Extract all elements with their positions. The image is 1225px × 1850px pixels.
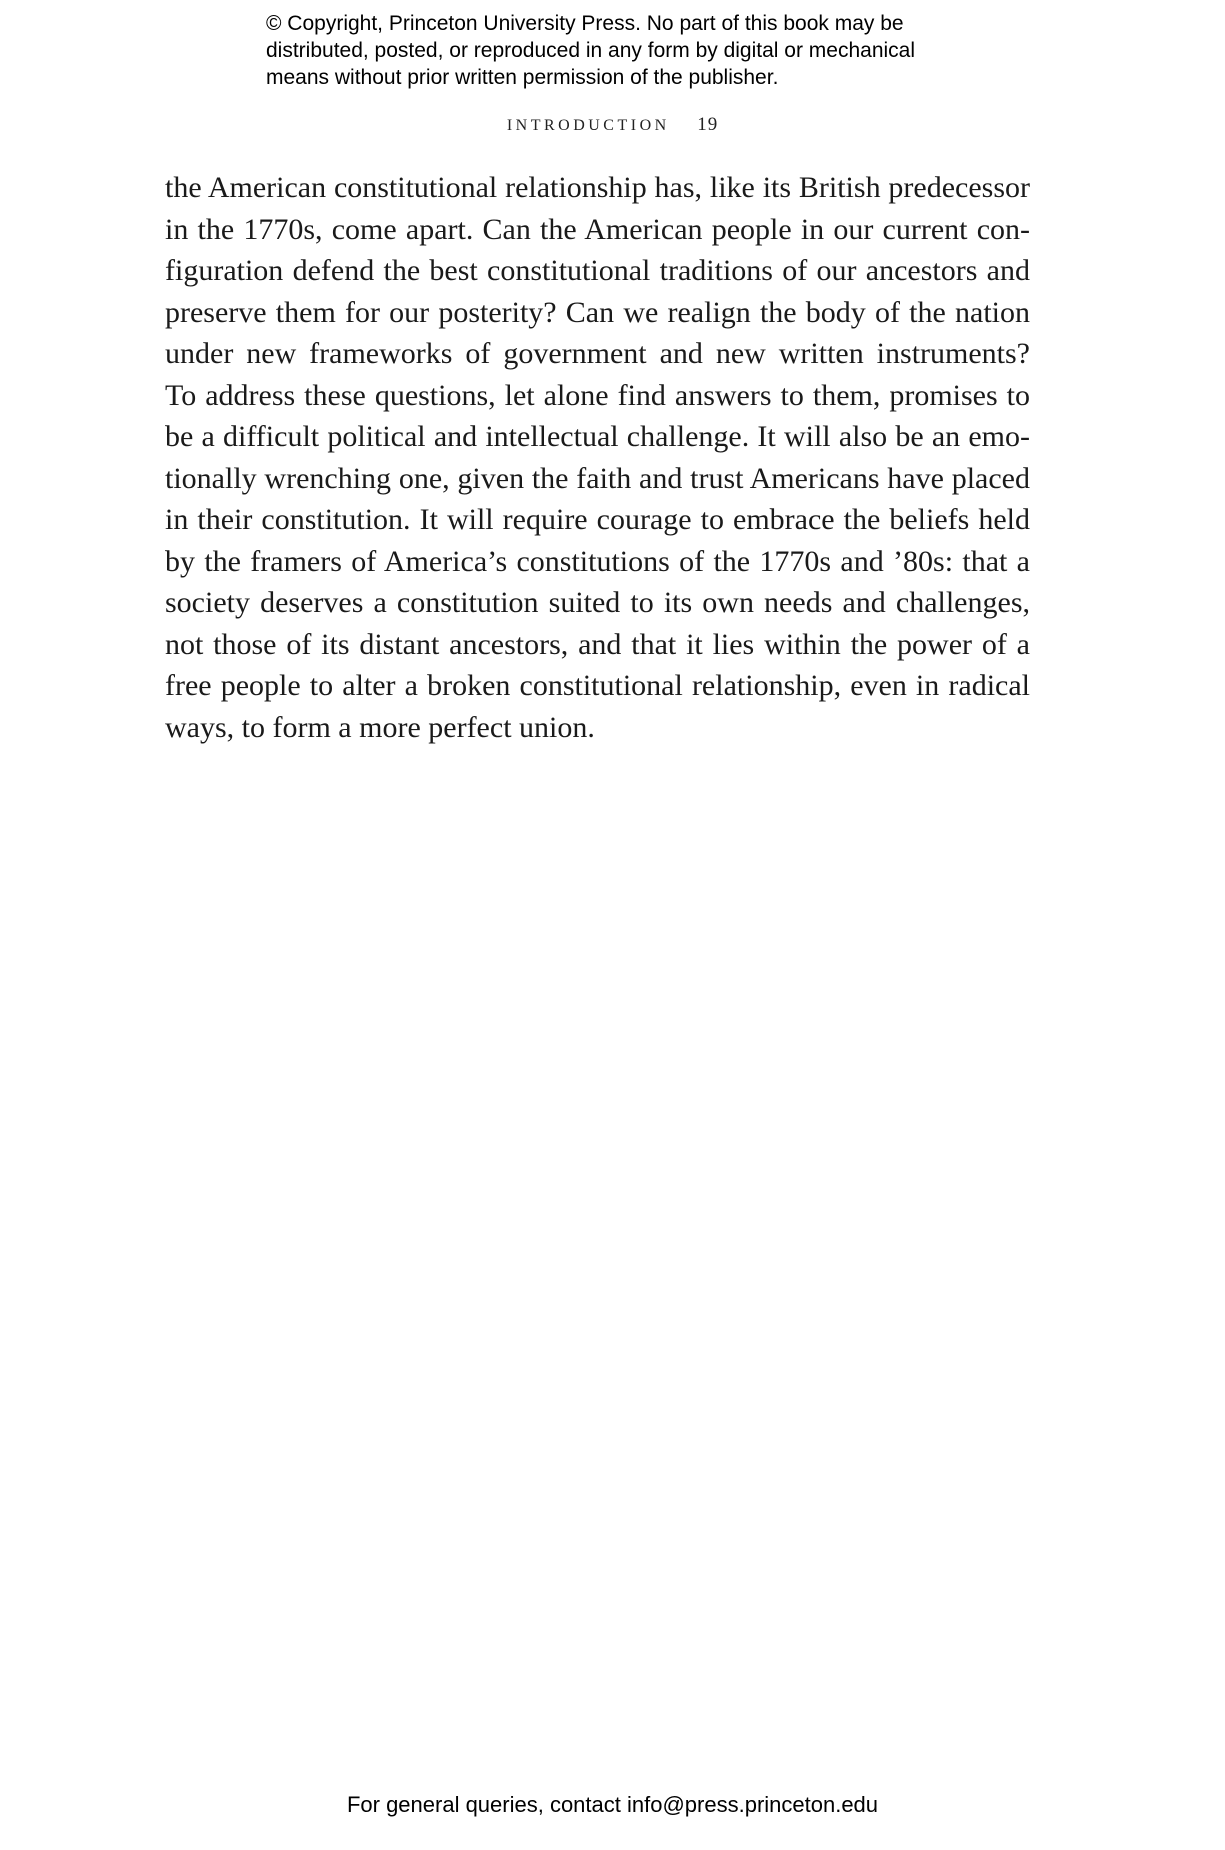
body-line: ways, to form a more perfect union. (165, 710, 595, 744)
body-paragraph (165, 167, 1030, 748)
body-line: under new frameworks of government and new written instruments? (165, 337, 1030, 370)
body-line: be a difficult political and intellectual challenge. It will also be an emo- (165, 420, 1030, 453)
body-line: the American constitutional relationship has, like its British predecessor (165, 171, 1030, 204)
copyright-line: distributed, posted, or reproduced in any form by digital or mechanical (266, 39, 916, 62)
body-line: in the 1770s, come apart. Can the American people in our current con- (165, 212, 1030, 246)
copyright-line: means without prior written permission of the publisher. (266, 66, 779, 89)
body-line: in their constitution. It will require courage to embrace the beliefs held (165, 503, 1030, 536)
running-head (0, 114, 1225, 136)
body-line: society deserves a constitution suited to its own needs and challenges, (165, 586, 1030, 619)
running-head-section: INTRODUCTION (506, 117, 670, 134)
body-line: free people to alter a broken constitutional relationship, even in radical (165, 669, 1030, 702)
copyright-line: © Copyright, Princeton University Press. No part of this book may be (266, 12, 904, 35)
body-line: not those of its distant ancestors, and that it lies within the power of a (165, 627, 1030, 661)
body-line: by the framers of America’s constitutions of the 1770s and ’80s: that a (165, 544, 1030, 578)
body-line: figuration defend the best constitutional traditions of our ancestors and (165, 254, 1030, 287)
body-line: tionally wrenching one, given the faith and trust Americans have placed (165, 461, 1030, 495)
copyright-notice (266, 10, 1026, 91)
footer-contact: For general queries, contact info@press.princeton.edu (346, 1792, 879, 1817)
body-line: preserve them for our posterity? Can we realign the body of the nation (165, 295, 1030, 329)
body-line: To address these questions, let alone find answers to them, promises to (165, 378, 1030, 412)
page-number: 19 (697, 114, 719, 135)
